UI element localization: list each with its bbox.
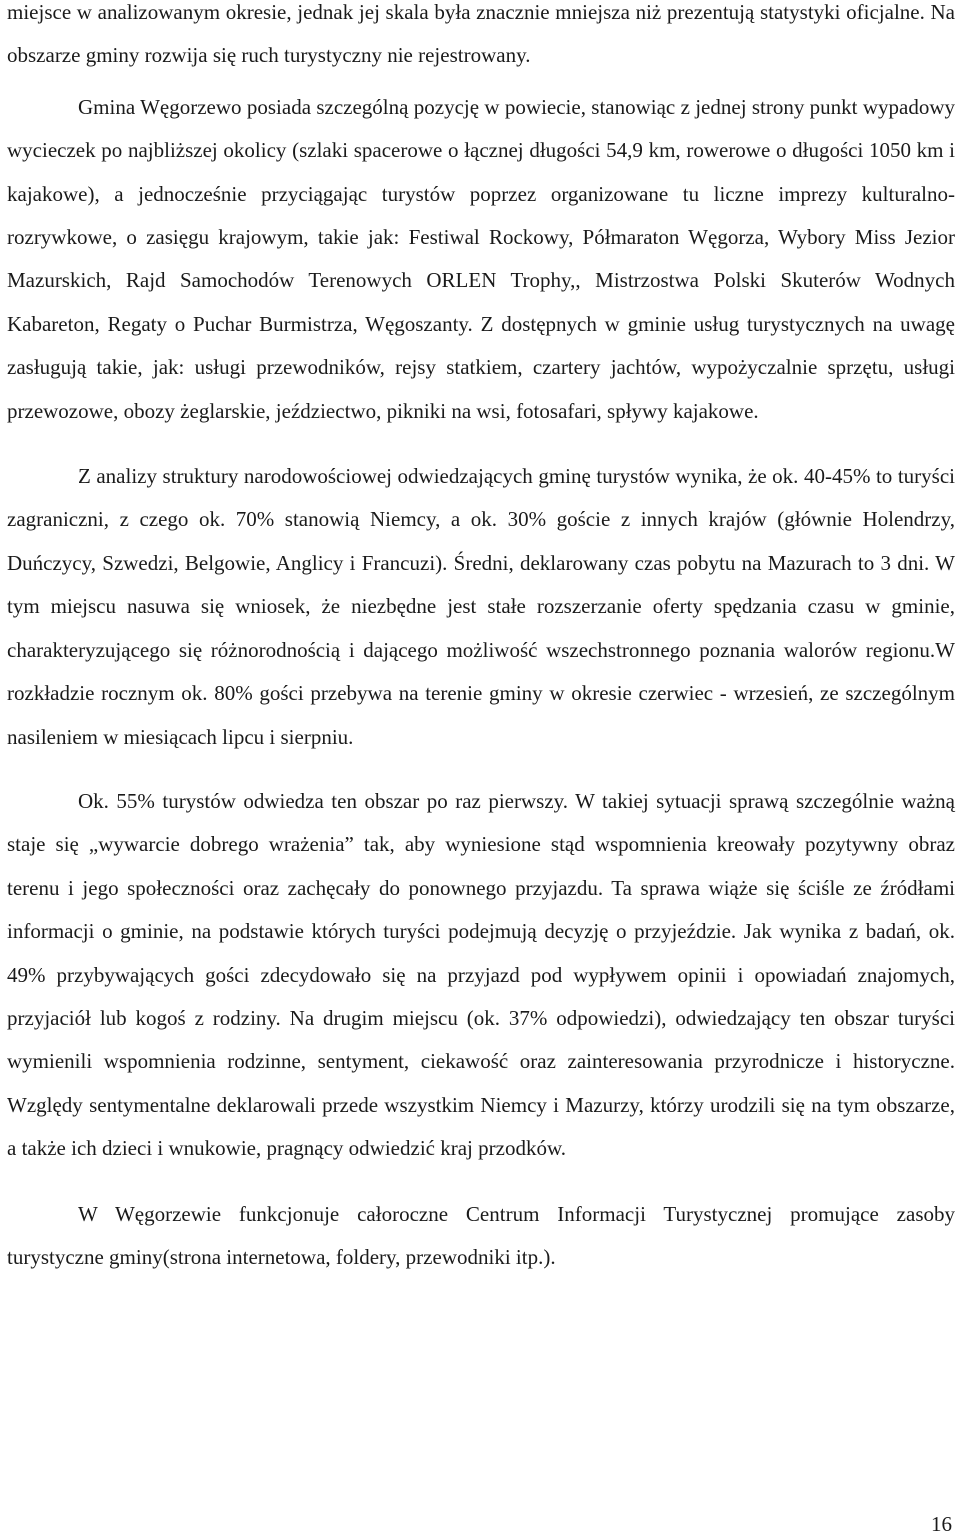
paragraph-information-centre: W Węgorzewie funkcjonuje całoroczne Centrum Informacji Turystycznej promujące zasoby turystyczne gminy(strona internetowa, foldery, przewodniki itp.). <box>7 1201 955 1269</box>
paragraph-first-visit: Ok. 55% turystów odwiedza ten obszar po raz pierwszy. W takiej sytuacji sprawą szczególnie ważną staje się „wywarcie dobrego wrażenia” tak, aby wyniesione stąd wspomnienia kreowały pozytywny obraz terenu i jego społeczności oraz zachęcały do ponownego przyjazdu. Ta sprawa wiąże się ściśle ze źródłami informacji o gminie, na podstawie których turyści podejmują decyzję o przyjeździe. Jak wynika z badań, ok. 49% przybywających gości zdecydowało się na przyjazd pod wypływem opinii i opowiadań znajomych, przyjaciół lub kogoś z rodziny. Na drugim miejscu (ok. 37% odpowiedzi), odwiedzający ten obszar turyści wymienili wspomnienia rodzinne, sentyment, ciekawość oraz zainteresowania przyrodnicze i historyczne. Względy sentymentalne deklarowali przede wszystkim Niemcy i Mazurzy, którzy urodzili się na tym obszarze, a także ich dzieci i wnukowie, pragnący odwiedzić kraj przodków. <box>7 788 955 1161</box>
paragraph-continuation: miejsce w analizowanym okresie, jednak jej skala była znacznie mniejsza niż prezentują statystyki oficjalne. Na obszarze gminy rozwija się ruch turystyczny nie rejestrowany. <box>7 0 955 68</box>
document-page <box>7 0 955 1537</box>
page-number: 16 <box>931 1512 952 1536</box>
paragraph-nationality-structure: Z analizy struktury narodowościowej odwiedzających gminę turystów wynika, że ok. 40-45% to turyści zagraniczni, z czego ok. 70% stanowią Niemcy, a ok. 30% goście z innych krajów (głównie Holendrzy, Duńczycy, Szwedzi, Belgowie, Anglicy i Francuzi). Średni, deklarowany czas pobytu na Mazurach to 3 dni. W tym miejscu nasuwa się wniosek, że niezbędne jest stałe rozszerzanie oferty spędzania czasu w gminie, charakteryzującego się różnorodnością i dającego możliwość wszechstronnego poznania walorów regionu.W rozkładzie rocznym ok. 80% gości przebywa na terenie gminy w okresie czerwiec - wrzesień, ze szczególnym nasileniem w miesiącach lipcu i sierpniu. <box>7 464 955 749</box>
paragraph-wegorzewo-position: Gmina Węgorzewo posiada szczególną pozycję w powiecie, stanowiąc z jednej strony punkt wypadowy wycieczek po najbliższej okolicy (szlaki spacerowe o łącznej długości 54,9 km, rowerowe o długości 1050 km i kajakowe), a jednocześnie przyciągając turystów poprzez organizowane tu liczne imprezy kulturalno-rozrywkowe, o zasięgu krajowym, takie jak: Festiwal Rockowy, Półmaraton Węgorza, Wybory Miss Jezior Mazurskich, Rajd Samochodów Terenowych ORLEN Trophy,, Mistrzostwa Polski Skuterów Wodnych Kabareton, Regaty o Puchar Burmistrza, Węgoszanty. Z dostępnych w gminie usług turystycznych na uwagę zasługują takie, jak: usługi przewodników, rejsy statkiem, czartery jachtów, wypożyczalnie sprzętu, usługi przewozowe, obozy żeglarskie, jeździectwo, pikniki na wsi, fotosafari, spływy kajakowe. <box>7 94 955 423</box>
